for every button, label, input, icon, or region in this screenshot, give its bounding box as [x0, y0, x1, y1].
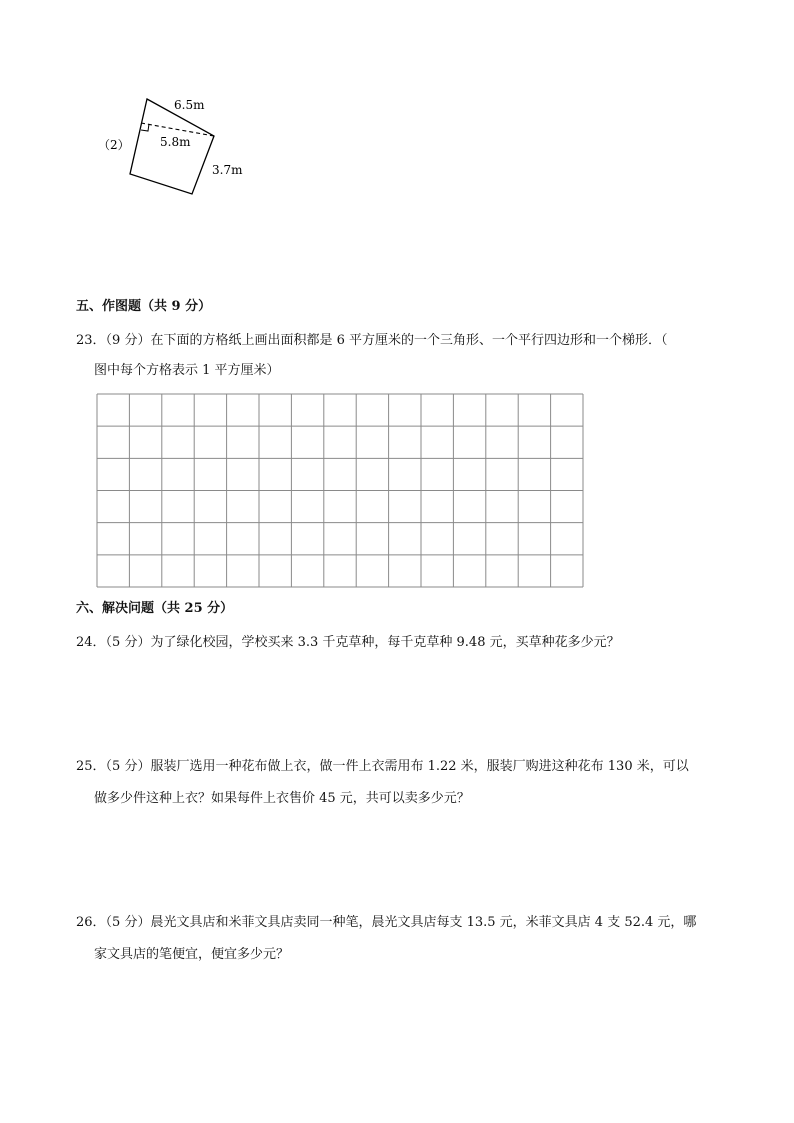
q25-line1: 25．（5 分）服装厂选用一种花布做上衣，做一件上衣需用布 1.22 米，服装厂购进这种花布 130 米，可以 [76, 759, 689, 774]
section5-heading: 五、作图题（共 9 分） [76, 299, 212, 314]
q26-line1: 26．（5 分）晨光文具店和米菲文具店卖同一种笔，晨光文具店每支 13.5 元，米菲文具店 4 支 52.4 元，哪 [76, 915, 697, 930]
q23-line2: 图中每个方格表示 1 平方厘米） [94, 363, 280, 378]
figure-part-label: （2） [98, 138, 130, 152]
parallelogram-figure [96, 92, 256, 204]
figure-height-label: 5.8m [160, 135, 191, 149]
q23-line1: 23．（9 分）在下面的方格纸上画出面积都是 6 平方厘米的一个三角形、一个平行四边形和一个梯形．（ [76, 333, 668, 348]
q26-line2: 家文具店的笔便宜，便宜多少元？ [94, 947, 290, 962]
figure-side-right-label: 3.7m [212, 163, 243, 177]
square-grid [95, 392, 585, 590]
figure-side-top-label: 6.5m [174, 98, 205, 112]
q25-line2: 做多少件这种上衣？如果每件上衣售价 45 元，共可以卖多少元？ [94, 791, 470, 806]
section6-heading: 六、解决问题（共 25 分） [76, 601, 234, 616]
q24-line1: 24．（5 分）为了绿化校园，学校买来 3.3 千克草种，每千克草种 9.48 元，买草种花多少元？ [76, 635, 620, 650]
